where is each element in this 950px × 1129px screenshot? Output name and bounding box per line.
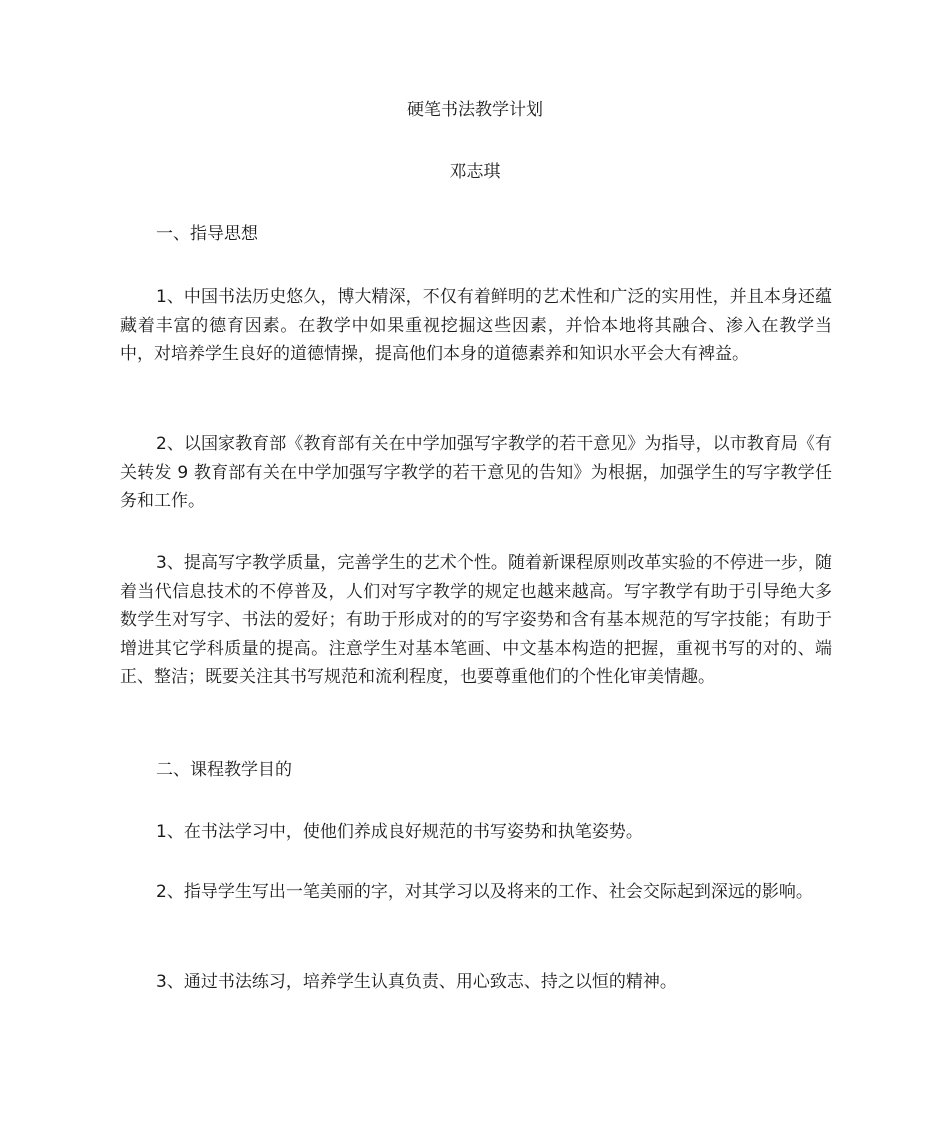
paragraph-1-calligraphy-history: 1、中国书法历史悠久，博大精深，不仅有着鲜明的艺术性和广泛的实用性，并且本身还蕴藏着丰富的德育因素。在教学中如果重视挖掘这些因素，并恰本地将其融合、渗入在教学当中，对培养学生良好的道德情操，提高他们本身的道德素养和知识水平会大有裨益。 [120, 287, 832, 364]
objective-1-writing-posture: 1、在书法学习中，使他们养成良好规范的书写姿势和执笔姿势。 [156, 822, 643, 842]
section-heading-guiding-ideology: 一、指导思想 [156, 224, 258, 244]
paragraph-2-ministry-guidance: 2、以国家教育部《教育部有关在中学加强写字教学的若干意见》为指导，以市教育局《有关转发 9 教育部有关在中学加强写字教学的若干意见的告知》为根据，加强学生的写字教学任务和工作。 [120, 434, 832, 511]
objective-3-perseverance: 3、通过书法练习，培养学生认真负责、用心致志、持之以恒的精神。 [156, 972, 677, 992]
document-author: 邓志琪 [449, 162, 501, 182]
objective-2-beautiful-handwriting: 2、指导学生写出一笔美丽的字，对其学习以及将来的工作、社会交际起到深远的影响。 [156, 882, 813, 902]
paragraph-3-teaching-quality: 3、提高写字教学质量，完善学生的艺术个性。随着新课程原则改革实验的不停进一步，随着当代信息技术的不停普及，人们对写字教学的规定也越来越高。写字教学有助于引导绝大多数学生对写字、书法的爱好；有助于形成对的的写字姿势和含有基本规范的写字技能；有助于增进其它学科质量的提高。注意学生对基本笔画、中文基本构造的把握，重视书写的对的、端正、整洁；既要关注其书写规范和流利程度，也要尊重他们的个性化审美情趣。 [120, 553, 832, 687]
document-title: 硬笔书法教学计划 [407, 100, 543, 120]
section-heading-course-objectives: 二、课程教学目的 [156, 760, 292, 780]
